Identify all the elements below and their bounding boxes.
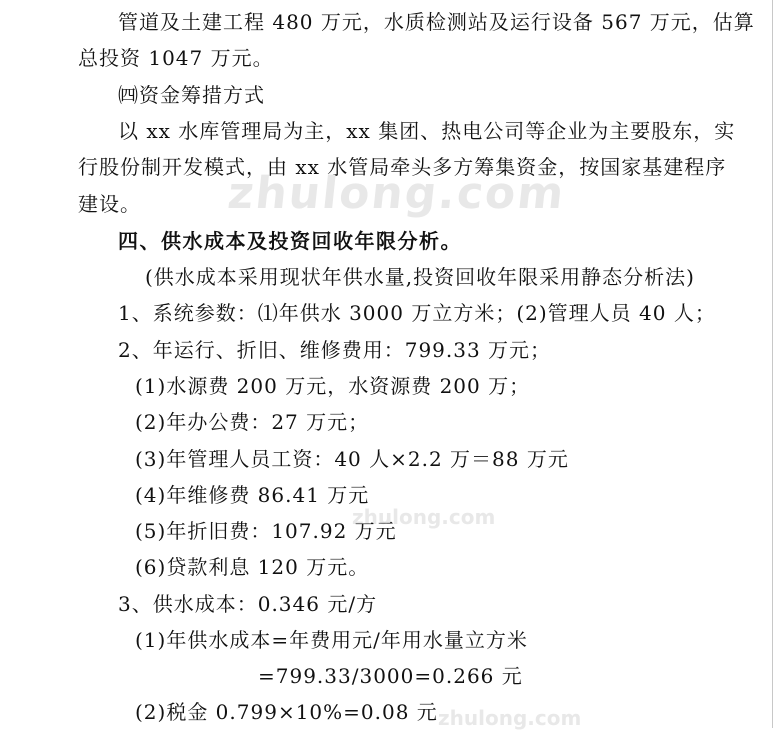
- subitem-staff-wages: (3)年管理人员工资：40 人×2.2 万＝88 万元: [135, 447, 569, 471]
- section-heading-cost-analysis: 四、供水成本及投资回收年限分析。: [118, 229, 462, 253]
- subitem-annual-supply-cost: (1)年供水成本=年费用元/年用水量立方米: [135, 628, 528, 652]
- watermark-zhulong-middle: zhulong.com: [352, 505, 496, 529]
- watermark-zhulong-bottom: zhulong.com: [438, 706, 582, 730]
- subitem-depreciation: (5)年折旧费：107.92 万元: [135, 519, 397, 543]
- body-text-line-4: 行股份制开发模式，由 xx 水管局牵头多方筹集资金，按国家基建程序: [78, 155, 727, 179]
- subitem-maintenance-fee: (4)年维修费 86.41 万元: [135, 483, 370, 507]
- item-water-supply-cost: 3、供水成本：0.346 元/方: [118, 592, 378, 616]
- subitem-tax: (2)税金 0.799×10%=0.08 元: [135, 700, 438, 724]
- subitem-loan-interest: (6)贷款利息 120 万元。: [135, 555, 370, 579]
- body-text-line-3: 以 xx 水库管理局为主，xx 集团、热电公司等企业为主要股东，实: [118, 119, 736, 143]
- body-text-line-5: 建设。: [78, 192, 141, 216]
- item-annual-costs: 2、年运行、折旧、维修费用：799.33 万元；: [118, 338, 552, 362]
- body-text-line-1: 管道及土建工程 480 万元，水质检测站及运行设备 567 万元，估算: [118, 10, 755, 34]
- subitem-office-fee: (2)年办公费：27 万元；: [135, 410, 370, 434]
- formula-supply-cost: =799.33/3000=0.266 元: [258, 664, 523, 688]
- subsection-heading-funding: ㈣资金筹措方式: [118, 83, 265, 107]
- item-system-parameters: 1、系统参数：⑴年供水 3000 万立方米；(2)管理人员 40 人；: [118, 301, 716, 325]
- body-text-line-2: 总投资 1047 万元。: [78, 46, 274, 70]
- method-note: (供水成本采用现状年供水量,投资回收年限采用静态分析法): [145, 265, 695, 289]
- subitem-water-fee: (1)水源费 200 万元，水资源费 200 万；: [135, 374, 531, 398]
- watermark-zhulong-large: zhulong.com: [225, 168, 568, 219]
